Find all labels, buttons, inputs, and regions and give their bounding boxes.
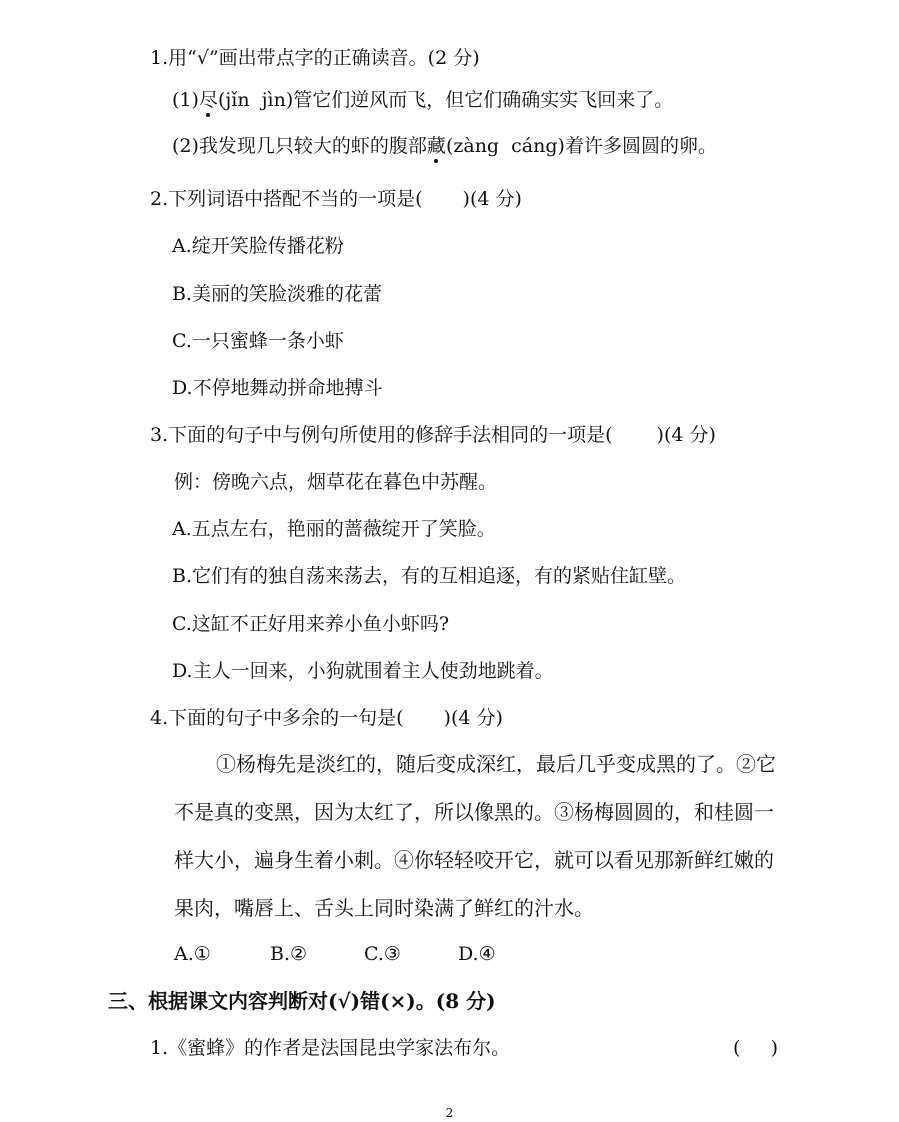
q4-option-b: B.② (270, 943, 308, 965)
q1-item1-rest: 管它们逆风而飞，但它们确确实实飞回来了。 (293, 89, 674, 111)
q2-option-a: A.绽开笑脸传播花粉 (172, 235, 344, 257)
q4-option-c: C.③ (364, 943, 401, 965)
q4-options (174, 942, 496, 966)
q1-item2-pinyin: (zàng cáng) (445, 135, 565, 157)
q4-stem-score: )(4 分) (443, 707, 503, 729)
q1-stem: 1.用“√”画出带点字的正确读音。(2 分) (150, 47, 480, 69)
q1-item2-rest: 着许多圆圆的卵。 (564, 135, 717, 157)
q2-option-c: C.一只蜜蜂一条小虾 (172, 330, 344, 352)
q2-stem (150, 187, 522, 211)
section-3-heading: 三、根据课文内容判断对(√)错(×)。(8 分) (108, 989, 496, 1013)
section-3-item-1: 1.《蜜蜂》的作者是法国昆虫学家法布尔。 (150, 1037, 511, 1059)
q1-item1-num: (1) (172, 89, 199, 111)
q4-stem-text: 4.下面的句子中多余的一句是( (150, 707, 404, 729)
q1-item1-dotted-char: 尽 (198, 89, 218, 111)
q3-option-c: C.这缸不正好用来养小鱼小虾吗? (172, 613, 450, 635)
q4-option-a: A.① (174, 943, 211, 965)
q2-stem-text: 2.下列词语中搭配不当的一项是( (150, 188, 423, 210)
q4-stem (150, 706, 503, 730)
q4-passage-line: ①杨梅先是淡红的，随后变成深红，最后几乎变成黑的了。②它 (216, 752, 776, 776)
q3-stem-score: )(4 分) (656, 424, 716, 446)
q1-item2-before: (2)我发现几只较大的虾的腹部 (172, 135, 427, 157)
q2-stem-score: )(4 分) (462, 188, 522, 210)
q4-passage-line: 不是真的变黑，因为太红了，所以像黑的。③杨梅圆圆的，和桂圆一 (174, 800, 774, 824)
q2-option-b: B.美丽的笑脸淡雅的花蕾 (172, 283, 383, 305)
q3-option-b: B.它们有的独自荡来荡去，有的互相追逐，有的紧贴住缸壁。 (172, 565, 687, 587)
page-number: 2 (445, 1106, 454, 1120)
q3-option-a: A.五点左右，艳丽的蔷薇绽开了笑脸。 (172, 518, 496, 540)
q1-item2-dotted-char: 藏 (426, 135, 446, 157)
q3-stem (150, 423, 716, 447)
q1-item1 (172, 88, 673, 112)
q4-passage-line: 样大小，遍身生着小刺。④你轻轻咬开它，就可以看见那新鲜红嫩的 (174, 848, 774, 872)
q3-stem-text: 3.下面的句子中与例句所使用的修辞手法相同的一项是( (150, 424, 613, 446)
q4-passage-line: 果肉，嘴唇上、舌头上同时染满了鲜红的汁水。 (174, 896, 594, 920)
q3-example: 例：傍晚六点，烟草花在暮色中苏醒。 (174, 471, 498, 493)
q1-item2 (172, 134, 717, 158)
q1-item1-pinyin: (jǐn jìn) (217, 89, 294, 111)
q3-option-d: D.主人一回来，小狗就围着主人使劲地跳着。 (172, 660, 554, 682)
q2-option-d: D.不停地舞动拼命地搏斗 (172, 377, 383, 399)
section-3-item-1-blank[interactable]: ( ) (733, 1037, 779, 1059)
q4-option-d: D.④ (458, 943, 496, 965)
